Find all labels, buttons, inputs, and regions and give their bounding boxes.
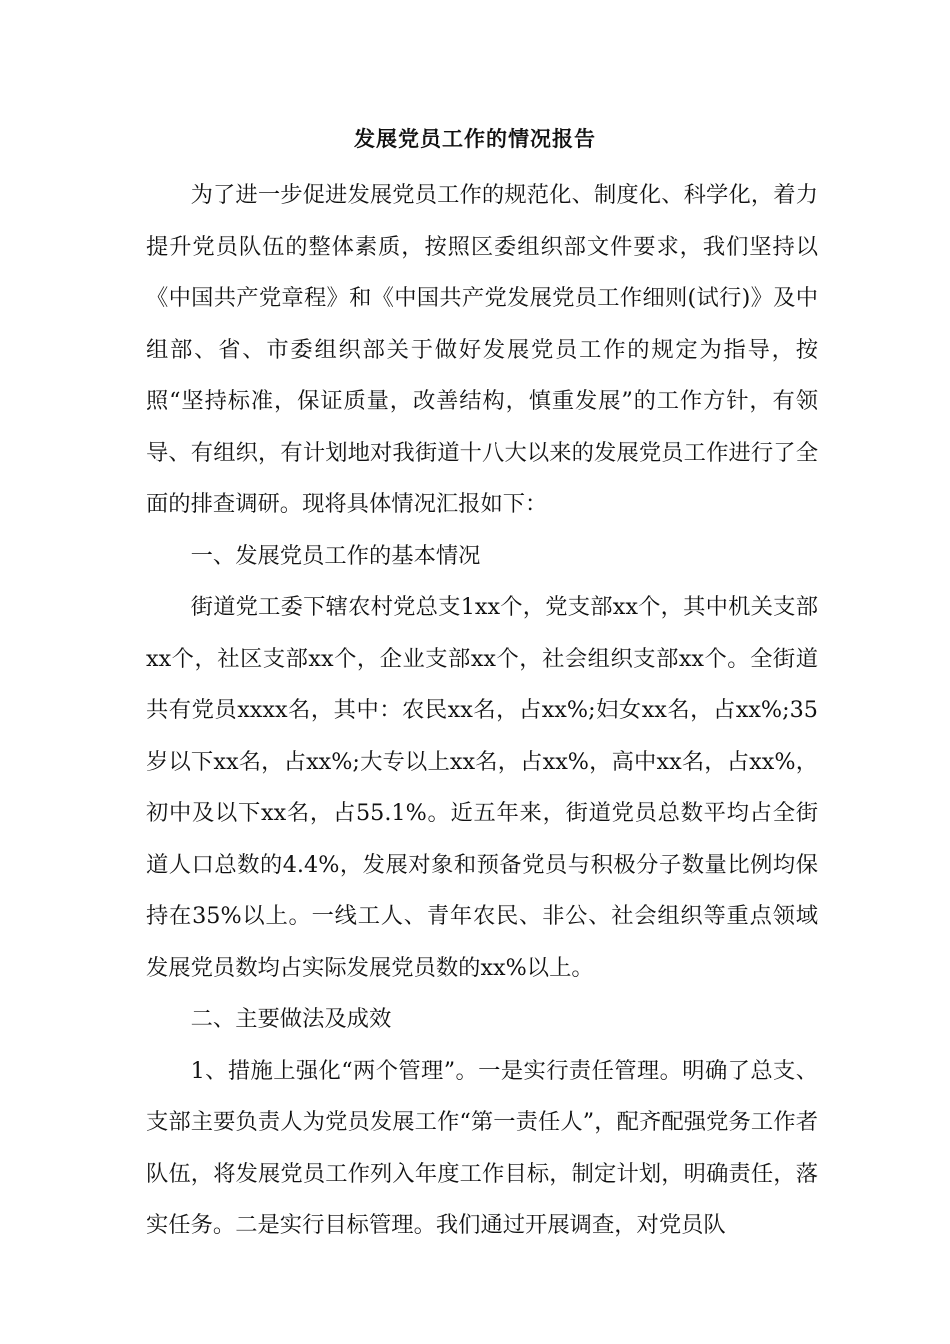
section-heading-basic-situation: 一、发展党员工作的基本情况 (190, 542, 481, 569)
document-body (146, 170, 818, 1252)
section-heading-main-practices: 二、主要做法及成效 (190, 1006, 392, 1032)
paragraph-main-practices: 1、措施上强化“两个管理”。一是实行责任管理。明确了总支、支部主要负责人为党员发展工作“第一责任人”，配齐配强党务工作者队伍，将发展党员工作列入年度工作目标，制定计划，明确责任，落实任务。二是实行目标管理。我们通过开展调查，对党员队 (146, 1057, 818, 1238)
paragraph-basic-situation: 街道党工委下辖农村党总支1xx个，党支部xx个，其中机关支部xx个，社区支部xx个，企业支部xx个，社会组织支部xx个。全街道共有党员xxxx名，其中：农民xx名，占xx%;妇女xx名，占xx%;35岁以下xx名，占xx%;大专以上xx名，占xx%，高中xx名，占xx%，初中及以下xx名，占55.1%。近五年来，街道党员总数平均占全街道人口总数的4.4%，发展对象和预备党员与积极分子数量比例均保持在35%以上。一线工人、青年农民、非公、社会组织等重点领域发展党员数均占实际发展党员数的xx%以上。 (146, 594, 818, 981)
document-title: 发展党员工作的情况报告 (354, 126, 596, 151)
paragraph-intro: 为了进一步促进发展党员工作的规范化、制度化、科学化，着力提升党员队伍的整体素质，按照区委组织部文件要求，我们坚持以《中国共产党章程》和《中国共产党发展党员工作细则(试行)》及中组部、省、市委组织部关于做好发展党员工作的规定为指导，按照“坚持标准，保证质量，改善结构，慎重发展”的工作方针，有领导、有组织，有计划地对我街道十八大以来的发展党员工作进行了全面的排查调研。现将具体情况汇报如下： (146, 182, 818, 517)
